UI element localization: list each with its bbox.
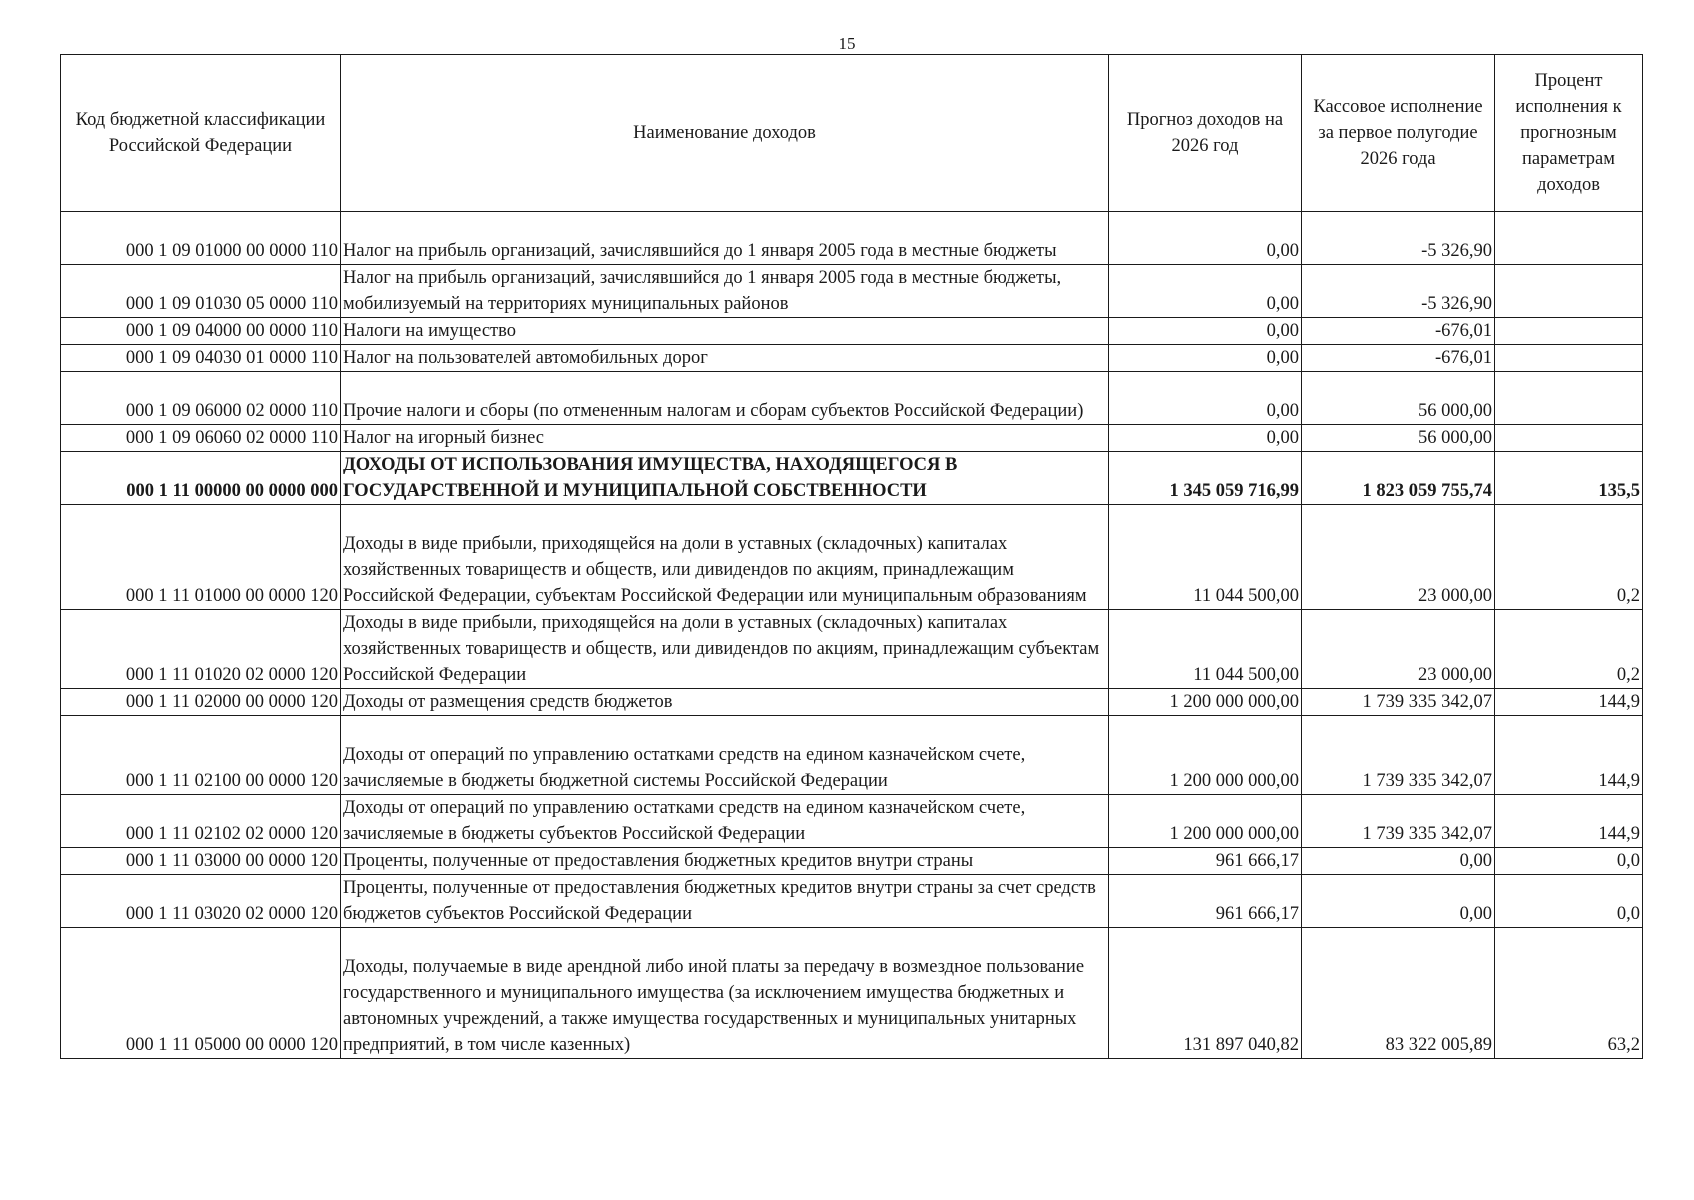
- table-row: [61, 875, 1643, 928]
- row-cash: 1 739 335 342,07: [1302, 716, 1495, 795]
- row-name: Налоги на имущество: [341, 318, 1109, 345]
- table-row: [61, 318, 1643, 345]
- row-name: Проценты, полученные от предоставления бюджетных кредитов внутри страны за счет средств бюджетов субъектов Российской Федерации: [341, 875, 1109, 928]
- table-row: [61, 689, 1643, 716]
- table-row: [61, 212, 1643, 265]
- row-code: 000 1 09 04030 01 0000 110: [61, 345, 341, 372]
- row-forecast: 1 200 000 000,00: [1109, 795, 1302, 848]
- row-forecast: 1 345 059 716,99: [1109, 452, 1302, 505]
- table-row: [61, 928, 1643, 1059]
- table-row: [61, 795, 1643, 848]
- row-cash: 1 739 335 342,07: [1302, 795, 1495, 848]
- row-name: Налог на пользователей автомобильных дорог: [341, 345, 1109, 372]
- row-name: Доходы от размещения средств бюджетов: [341, 689, 1109, 716]
- header-cash: Кассовое исполнение за первое полугодие 2026 года: [1302, 55, 1495, 212]
- row-forecast: 1 200 000 000,00: [1109, 689, 1302, 716]
- row-code: 000 1 09 06000 02 0000 110: [61, 372, 341, 425]
- row-forecast: 0,00: [1109, 265, 1302, 318]
- table-row: [61, 372, 1643, 425]
- row-cash: -676,01: [1302, 318, 1495, 345]
- row-name: Доходы, получаемые в виде арендной либо иной платы за передачу в возмездное пользование государственного и муниципального имущества (за исключением имущества бюджетных и автономных учреждений, а также имущества государственных и муниципальных унитарных предприятий, в том числе казенных): [341, 928, 1109, 1059]
- row-percent: 144,9: [1495, 716, 1643, 795]
- table-row: [61, 425, 1643, 452]
- row-name: Налог на прибыль организаций, зачислявшийся до 1 января 2005 года в местные бюджеты: [341, 212, 1109, 265]
- row-code: 000 1 09 06060 02 0000 110: [61, 425, 341, 452]
- row-percent: 0,2: [1495, 610, 1643, 689]
- table-row: [61, 610, 1643, 689]
- row-name: Налог на игорный бизнес: [341, 425, 1109, 452]
- row-cash: 83 322 005,89: [1302, 928, 1495, 1059]
- row-name: Доходы от операций по управлению остатками средств на едином казначейском счете, зачисляемые в бюджеты бюджетной системы Российской Федерации: [341, 716, 1109, 795]
- row-cash: -5 326,90: [1302, 212, 1495, 265]
- table-row-section: [61, 452, 1643, 505]
- header-name: Наименование доходов: [341, 55, 1109, 212]
- header-percent: Процент исполнения к прогнозным параметрам доходов: [1495, 55, 1643, 212]
- row-forecast: 0,00: [1109, 318, 1302, 345]
- row-code: 000 1 09 04000 00 0000 110: [61, 318, 341, 345]
- row-name: ДОХОДЫ ОТ ИСПОЛЬЗОВАНИЯ ИМУЩЕСТВА, НАХОДЯЩЕГОСЯ В ГОСУДАРСТВЕННОЙ И МУНИЦИПАЛЬНОЙ СОБСТВЕННОСТИ: [341, 452, 1109, 505]
- row-code: 000 1 11 01000 00 0000 120: [61, 505, 341, 610]
- row-percent: [1495, 318, 1643, 345]
- row-cash: -676,01: [1302, 345, 1495, 372]
- row-code: 000 1 11 02000 00 0000 120: [61, 689, 341, 716]
- table-row: [61, 265, 1643, 318]
- revenue-table: [60, 54, 1643, 1059]
- row-cash: 1 823 059 755,74: [1302, 452, 1495, 505]
- row-cash: 0,00: [1302, 875, 1495, 928]
- row-cash: 23 000,00: [1302, 505, 1495, 610]
- row-percent: 0,2: [1495, 505, 1643, 610]
- row-percent: [1495, 425, 1643, 452]
- row-forecast: 0,00: [1109, 345, 1302, 372]
- page-number: 15: [838, 34, 856, 53]
- row-cash: 1 739 335 342,07: [1302, 689, 1495, 716]
- row-forecast: 11 044 500,00: [1109, 610, 1302, 689]
- row-percent: [1495, 372, 1643, 425]
- row-cash: 56 000,00: [1302, 372, 1495, 425]
- table-row: [61, 345, 1643, 372]
- row-cash: 0,00: [1302, 848, 1495, 875]
- row-cash: -5 326,90: [1302, 265, 1495, 318]
- row-name: Проценты, полученные от предоставления бюджетных кредитов внутри страны: [341, 848, 1109, 875]
- row-code: 000 1 11 02102 02 0000 120: [61, 795, 341, 848]
- row-forecast: 961 666,17: [1109, 875, 1302, 928]
- row-percent: 63,2: [1495, 928, 1643, 1059]
- row-percent: [1495, 345, 1643, 372]
- row-forecast: 131 897 040,82: [1109, 928, 1302, 1059]
- row-percent: 135,5: [1495, 452, 1643, 505]
- row-code: 000 1 09 01030 05 0000 110: [61, 265, 341, 318]
- row-forecast: 0,00: [1109, 372, 1302, 425]
- row-name: Доходы в виде прибыли, приходящейся на доли в уставных (складочных) капиталах хозяйственных товариществ и обществ, или дивидендов по акциям, принадлежащим Российской Федерации, субъектам Российской Федерации или муниципальным образованиям: [341, 505, 1109, 610]
- row-percent: 0,0: [1495, 875, 1643, 928]
- row-code: 000 1 11 00000 00 0000 000: [61, 452, 341, 505]
- table-row: [61, 716, 1643, 795]
- row-forecast: 11 044 500,00: [1109, 505, 1302, 610]
- row-name: Доходы от операций по управлению остатками средств на едином казначейском счете, зачисляемые в бюджеты субъектов Российской Федерации: [341, 795, 1109, 848]
- row-code: 000 1 11 03020 02 0000 120: [61, 875, 341, 928]
- row-percent: 144,9: [1495, 689, 1643, 716]
- table-row: [61, 505, 1643, 610]
- row-percent: [1495, 212, 1643, 265]
- row-code: 000 1 11 03000 00 0000 120: [61, 848, 341, 875]
- row-name: Налог на прибыль организаций, зачислявшийся до 1 января 2005 года в местные бюджеты, мобилизуемый на территориях муниципальных районов: [341, 265, 1109, 318]
- row-forecast: 961 666,17: [1109, 848, 1302, 875]
- row-forecast: 1 200 000 000,00: [1109, 716, 1302, 795]
- row-name: Прочие налоги и сборы (по отмененным налогам и сборам субъектов Российской Федерации): [341, 372, 1109, 425]
- row-forecast: 0,00: [1109, 212, 1302, 265]
- row-code: 000 1 11 01020 02 0000 120: [61, 610, 341, 689]
- row-percent: 0,0: [1495, 848, 1643, 875]
- header-code: Код бюджетной классификации Российской Федерации: [61, 55, 341, 212]
- row-percent: 144,9: [1495, 795, 1643, 848]
- row-cash: 56 000,00: [1302, 425, 1495, 452]
- table-header-row: [61, 55, 1643, 212]
- row-name: Доходы в виде прибыли, приходящейся на доли в уставных (складочных) капиталах хозяйственных товариществ и обществ, или дивидендов по акциям, принадлежащим субъектам Российской Федерации: [341, 610, 1109, 689]
- row-percent: [1495, 265, 1643, 318]
- row-code: 000 1 09 01000 00 0000 110: [61, 212, 341, 265]
- row-code: 000 1 11 05000 00 0000 120: [61, 928, 341, 1059]
- header-forecast: Прогноз доходов на 2026 год: [1109, 55, 1302, 212]
- row-code: 000 1 11 02100 00 0000 120: [61, 716, 341, 795]
- row-forecast: 0,00: [1109, 425, 1302, 452]
- row-cash: 23 000,00: [1302, 610, 1495, 689]
- table-row: [61, 848, 1643, 875]
